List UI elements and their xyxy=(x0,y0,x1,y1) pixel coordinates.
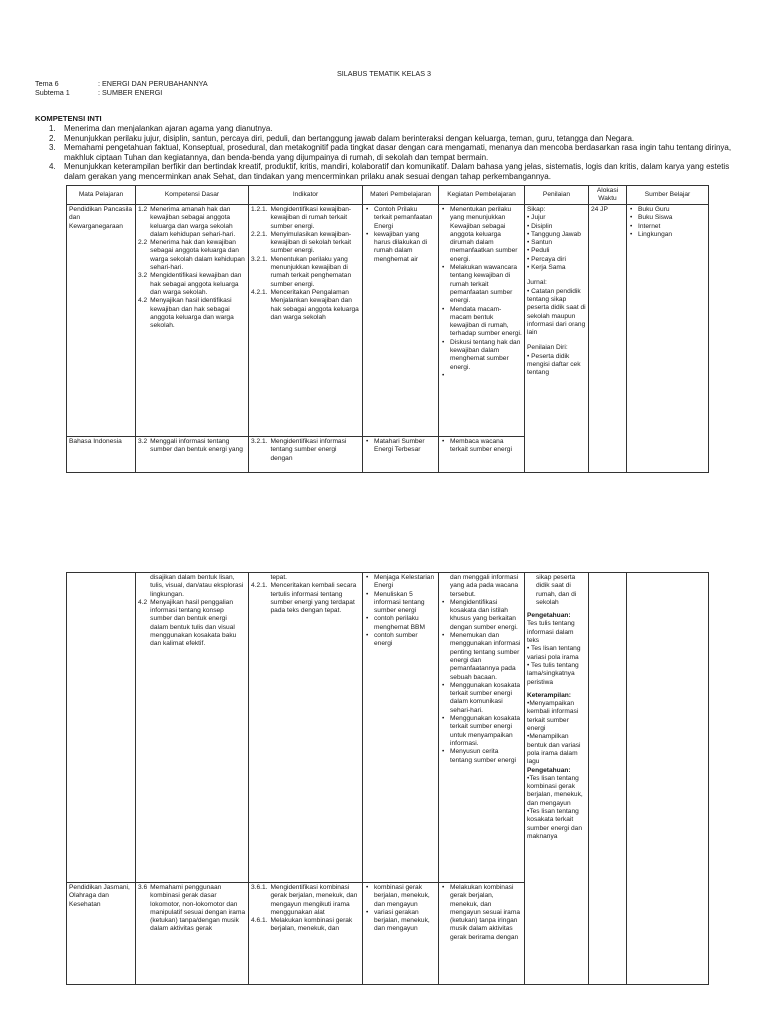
syllabus-table xyxy=(66,185,709,473)
meta-tema xyxy=(35,79,208,88)
header-kegiatan: Kegiatan Pembelajaran xyxy=(439,186,525,205)
cell-alokasi: 24 JP xyxy=(589,205,627,473)
header-mata-pelajaran: Mata Pelajaran xyxy=(67,186,136,205)
ki-item: 2. Menunjukkan perilaku jujur, disiplin, santun, percaya diri, peduli, dan bertanggung jawab dalam berinteraksi dengan keluarga, teman, guru, tetangga dan Negara. xyxy=(49,133,635,143)
cell-alokasi xyxy=(589,573,627,985)
cell-indikator: 3.6.1. Mengidentifikasi kombinasi gerak berjalan, menekuk, dan mengayun mengikuti irama menggunakan alat 4.6.1. Melakukan kombinasi gerak berjalan, menekuk, dan xyxy=(249,883,363,985)
table-row-ppkn xyxy=(67,205,709,437)
ki-item: 1. Menerima dan menjalankan ajaran agama yang dianutnya. xyxy=(49,124,273,133)
cell-kd: 3.6 Memahami penggunaan kombinasi gerak dasar lokomotor, non-lokomotor dan manipulatif sesuai dengan irama (ketukan) tanpa/dengan musik dalam aktivitas gerak xyxy=(136,883,249,985)
meta-subtema xyxy=(35,88,162,97)
cell-indikator: 1.2.1. Mengidentifikasi kewajiban-kewajiban di rumah terkait sumber energi. 2.2.1. Menyimulasikan kewajiban-kewajiban di sekolah terkait sumber energi. 3.2.1. Menentukan perilaku yang menunjukkan kewajiban di rumah terkait penghematan sumber energi. 4.2.1. Menceritakan Pengalaman Menjalankan kewajiban dan hak sebagai anggota keluarga dan warga sekolah xyxy=(249,205,363,437)
cell-mapel xyxy=(67,573,136,883)
meta-value: : ENERGI DAN PERUBAHANNYA xyxy=(98,79,208,88)
header-indikator: Indikator xyxy=(249,186,363,205)
cell-kd: 1.2 Menerima amanah hak dan kewajiban sebagai anggota keluarga dan warga sekolah dalam kehidupan sehari-hari. 2.2 Menerima hak dan kewajiban sebagai anggota keluarga dan warga sekolah dalam kehidupan sehari-hari. 3.2 Mengidentifikasi kewajiban dan hak sebagai anggota keluarga dan warga sekolah. 4.2 Menyajikan hasil identifikasi kewajiban dan hak sebagai anggota keluarga dan warga sekolah. xyxy=(136,205,249,437)
syllabus-table-continued xyxy=(66,572,709,985)
cell-kegiatan: • Membaca wacana terkait sumber energi xyxy=(439,437,525,473)
cell-indikator: 3.2.1. Mengidentifikasi informasi tentang sumber energi dengan xyxy=(249,437,363,473)
meta-key: Tema 6 xyxy=(35,79,59,88)
cell-mapel: Bahasa Indonesia xyxy=(67,437,136,473)
cell-mapel: Pendidikan Jasmani, Olahraga dan Kesehatan xyxy=(67,883,136,985)
cell-materi: • kombinasi gerak berjalan, menekuk, dan mengayun • variasi gerakan berjalan, menekuk, dan mengayun xyxy=(363,883,439,985)
table-header-row xyxy=(67,186,709,205)
kompetensi-inti-heading: KOMPETENSI INTI xyxy=(35,114,102,123)
document-title: SILABUS TEMATIK KELAS 3 xyxy=(336,69,431,78)
header-materi: Materi Pembelajaran xyxy=(363,186,439,205)
ki-item: 3. Memahami pengetahuan faktual, Konseptual, prosedural, dan metakognitif pada tingkat dasar dengan cara mengamati, menanya dan mencoba berdasarkan rasa ingin tahu tentang dirinya, makhluk ciptaan Tuhan dan kegiatannya, dan benda-benda yang dijumpainya di rumah, di sekolah dan tempat bermain. xyxy=(49,143,732,162)
cell-materi: • Contoh Prilaku terkait pemanfaatan Energi • kewajiban yang harus dilakukan di rumah dalam menghemat air xyxy=(363,205,439,437)
cell-materi: • Menjaga Kelestarian Energi • Menuliskan 5 informasi tentang sumber energi • contoh perilaku menghemat BBM • contoh sumber energi xyxy=(363,573,439,883)
header-penilaian: Penilaian xyxy=(525,186,589,205)
cell-kegiatan: dan menggali informasi yang ada pada wacana tersebut. • Mengidentifikasi kosakata dan istilah khusus yang berkaitan dengan sumber energi. • Menemukan dan menggunakan informasi penting tentang sumber energi dan pemanfaatannya pada sebuah bacaan. • Menggunakan kosakata terkait sumber energi dalam komunikasi sehari-hari. • Menggunakan kosakata terkait sumber energi untuk menyampaikan informasi. • Menyusun cerita tentang sumber energi xyxy=(439,573,525,883)
header-sumber: Sumber Belajar xyxy=(627,186,709,205)
header-kompetensi-dasar: Kompetensi Dasar xyxy=(136,186,249,205)
cell-sumber: • Buku Guru • Buku Siswa • Internet • Lingkungan xyxy=(627,205,709,473)
cell-kegiatan: • Melakukan kombinasi gerak berjalan, menekuk, dan mengayun sesuai irama (ketukan) tanpa iringan musik dalam aktivitas gerak berirama dengan xyxy=(439,883,525,985)
table-row-bindo-continued xyxy=(67,573,709,883)
ki-item: 4. Menunjukkan keterampilan berfikir dan bertindak kreatif, produktif, kritis, mandiri, kolaboratif dan komunikatif. Dalam bahasa yang jelas, sistematis, logis dan kritis, dalam karya yang estetis dalam gerakan yang mencerminkan anak Sehat, dan tindakan yang mencerminkan prilaku anak sesuai dengan tahap perkembangannya. xyxy=(49,162,730,181)
cell-penilaian: Sikap: • Jujur • Disiplin • Tanggung Jawab • Santun • Peduli • Percaya diri • Kerja Sama Jurnal: • Catatan pendidik tentang sikap peserta didik saat di sekolah maupun informasi dari orang lain Penilaian Diri: • Peserta didik mengisi daftar cek tentang xyxy=(525,205,589,473)
cell-kd: 3.2 Menggali informasi tentang sumber dan bentuk energi yang xyxy=(136,437,249,473)
cell-materi: • Matahari Sumber Energi Terbesar xyxy=(363,437,439,473)
cell-kegiatan: • Menentukan perilaku yang menunjukkan Kewajiban sebagai anggota keluarga dirumah dalam memanfaatkan sumber energi. • Melakukan wawancara tentang kewajiban di rumah terkait pemanfaatan sumber energi. • Mendata macam-macam bentuk kewajiban di rumah, terhadap sumber energi. • Diskusi tentang hak dan kewajiban dalam menghemat sumber energi. xyxy=(439,205,525,437)
kompetensi-inti-list xyxy=(35,124,743,182)
cell-indikator: tepat. 4.2.1. Menceritakan kembali secara tertulis informasi tentang sumber energi yang terdapat pada teks dengan tepat. xyxy=(249,573,363,883)
meta-value: : SUMBER ENERGI xyxy=(98,88,163,97)
meta-key: Subtema 1 xyxy=(35,88,70,97)
cell-sumber xyxy=(627,573,709,985)
cell-penilaian: sikap peserta didik saat di rumah, dan di sekolah Pengetahuan: Tes tulis tentang informasi dalam teks • Tes lisan tentang variasi pola irama • Tes tulis tentang lama/singkatnya peristiwa Keterampilan: •Menyampaikan kembali informasi terkait sumber energi •Menampilkan bentuk dan variasi pola irama dalam lagu Pengetahuan: •Tes lisan tentang kombinasi gerak berjalan, menekuk, dan mengayun •Tes lisan tentang kosakata terkait sumber energi dan maknanya xyxy=(525,573,589,985)
cell-mapel: Pendidikan Pancasila dan Kewarganegaraan xyxy=(67,205,136,437)
cell-kd: disajikan dalam bentuk lisan, tulis, visual, dan/atau eksplorasi lingkungan. 4.2 Menyajikan hasil penggalian informasi tentang konsep sumber dan bentuk energi dalam bentuk tulis dan visual menggunakan kosakata baku dan kalimat efektif. xyxy=(136,573,249,883)
header-alokasi: Alokasi Waktu xyxy=(589,186,627,205)
